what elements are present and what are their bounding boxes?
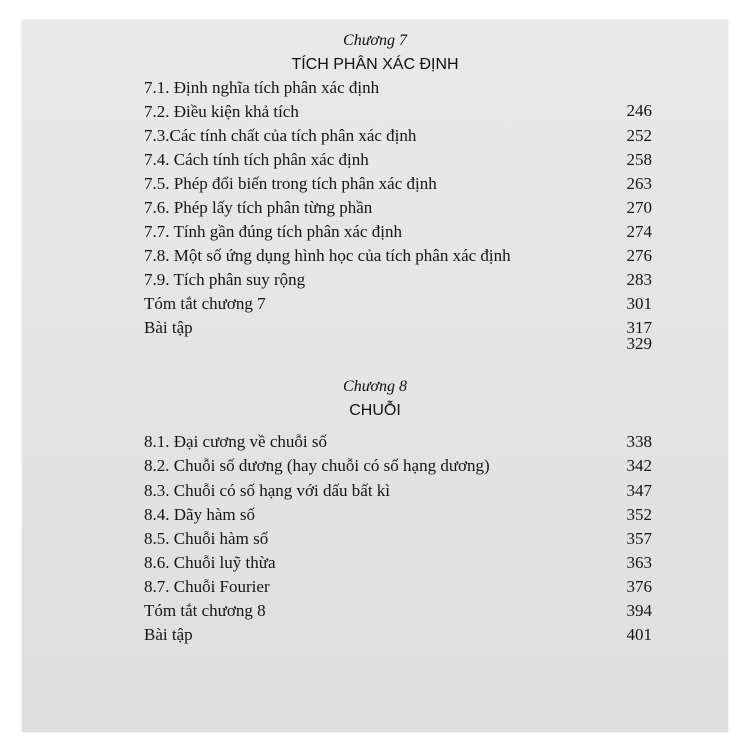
toc-entry-label: 7.3.Các tính chất của tích phân xác định xyxy=(144,126,417,145)
chapter-7-heading: Chương 7 xyxy=(343,32,407,49)
toc-entry[interactable] xyxy=(144,294,652,320)
toc-entry-page: 394 xyxy=(626,601,652,620)
toc-entry[interactable] xyxy=(144,456,652,482)
toc-entry-label: 8.1. Đại cương về chuỗi số xyxy=(144,432,327,451)
toc-entry-page: 263 xyxy=(626,174,652,193)
toc-entry-label: 7.2. Điều kiện khả tích xyxy=(144,102,299,121)
toc-entry[interactable] xyxy=(144,198,652,224)
toc-entry-label: Tóm tắt chương 8 xyxy=(144,601,266,620)
toc-entry-label: 8.4. Dãy hàm số xyxy=(144,505,255,524)
toc-entry-label: 7.4. Cách tính tích phân xác định xyxy=(144,150,369,169)
toc-entry[interactable] xyxy=(144,102,652,128)
toc-entry-page: 342 xyxy=(626,456,652,475)
toc-entry-label: 8.6. Chuỗi luỹ thừa xyxy=(144,553,276,572)
toc-entry-label: 7.9. Tích phân suy rộng xyxy=(144,270,306,289)
toc-entry-label: 8.2. Chuỗi số dương (hay chuỗi có số hạng dương) xyxy=(144,456,490,475)
toc-entry-label: 8.7. Chuỗi Fourier xyxy=(144,577,270,596)
toc-entry-page: 301 xyxy=(626,294,652,313)
chapter-8-heading: Chương 8 xyxy=(343,378,407,395)
toc-entry-page: 376 xyxy=(626,577,652,596)
toc-entry-label: 7.1. Định nghĩa tích phân xác định xyxy=(144,78,380,97)
toc-entry-page: 347 xyxy=(626,481,652,500)
toc-entry[interactable] xyxy=(144,625,652,651)
toc-entry-label: 7.8. Một số ứng dụng hình học của tích phân xác định xyxy=(144,246,511,265)
toc-entry-label: 7.7. Tính gần đúng tích phân xác định xyxy=(144,222,402,241)
toc-entry-page: 258 xyxy=(626,150,652,169)
toc-entry-page: 352 xyxy=(626,505,652,524)
toc-entry[interactable] xyxy=(144,174,652,200)
toc-entry[interactable] xyxy=(144,505,652,531)
toc-entry-label: 8.5. Chuỗi hàm số xyxy=(144,529,269,548)
toc-entry[interactable] xyxy=(144,577,652,603)
toc-entry-page: 401 xyxy=(626,625,652,644)
toc-entry-page: 357 xyxy=(626,529,652,548)
toc-entry[interactable] xyxy=(144,481,652,507)
toc-entry[interactable] xyxy=(144,553,652,579)
toc-entry[interactable] xyxy=(144,150,652,176)
toc-entry-label: 8.3. Chuỗi có số hạng với dấu bất kì xyxy=(144,481,391,500)
toc-entry[interactable] xyxy=(144,222,652,248)
toc-entry-page: 283 xyxy=(626,270,652,289)
toc-entry[interactable] xyxy=(144,246,652,272)
toc-entry[interactable] xyxy=(144,432,652,458)
toc-entry-label: Bài tập xyxy=(144,318,193,337)
toc-entry-label: Tóm tắt chương 7 xyxy=(144,294,266,313)
toc-entry[interactable] xyxy=(144,270,652,296)
chapter-8-title: CHUỖI xyxy=(349,402,401,419)
toc-entry-page: 363 xyxy=(626,553,652,572)
chapter-7-title: TÍCH PHÂN XÁC ĐỊNH xyxy=(291,56,459,73)
toc-entry-page: 252 xyxy=(626,126,652,145)
toc-entry-page: 338 xyxy=(626,432,652,451)
toc-entry[interactable] xyxy=(144,126,652,152)
toc-entry[interactable] xyxy=(144,529,652,555)
toc-entry-label: 7.6. Phép lấy tích phân từng phần xyxy=(144,198,373,217)
toc-entry[interactable] xyxy=(144,334,652,360)
toc-entry-page: 329 xyxy=(626,334,652,353)
toc-entry-label: 7.5. Phép đổi biến trong tích phân xác định xyxy=(144,174,437,193)
toc-entry-label: Bài tập xyxy=(144,625,193,644)
toc-entry-page: 246 xyxy=(626,101,652,120)
book-page xyxy=(22,20,728,732)
toc-entry[interactable] xyxy=(144,601,652,627)
toc-entry-page: 276 xyxy=(626,246,652,265)
toc-entry-page: 270 xyxy=(626,198,652,217)
toc-entry[interactable] xyxy=(144,78,652,104)
toc-entry-page: 317 xyxy=(626,318,652,337)
toc-entry-page: 274 xyxy=(626,222,652,241)
